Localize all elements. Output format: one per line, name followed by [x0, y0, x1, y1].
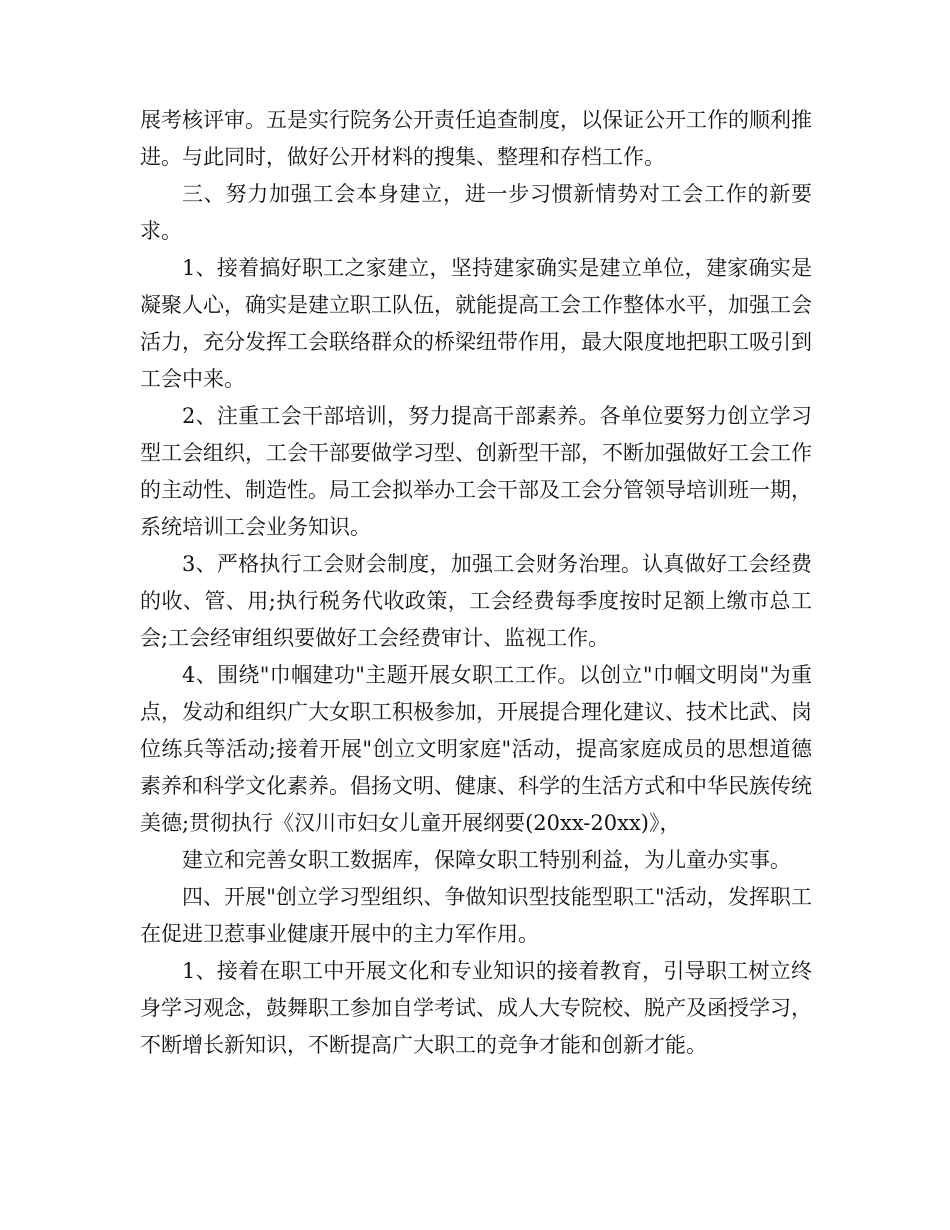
paragraph-item-3-finance: 3、严格执行工会财会制度，加强工会财务治理。认真做好工会经费的收、管、用;执行税务代收政策，工会经费每季度按时足额上缴市总工会;工会经审组织要做好工会经费审计、监视工作。	[140, 552, 812, 650]
paragraph-section-three-heading: 三、努力加强工会本身建立，进一步习惯新情势对工会工作的新要求。	[140, 182, 812, 243]
paragraph-section-four-heading: 四、开展"创立学习型组织、争做知识型技能型职工"活动，发挥职工在促进卫惹事业健康开展中的主力军作用。	[140, 885, 812, 946]
paragraph-item-1-continuing-education: 1、接着在职工中开展文化和专业知识的接着教育，引导职工树立终身学习观念，鼓舞职工参加自学考试、成人大专院校、脱产及函授学习，不断增长新知识，不断提高广大职工的竞争才能和创新才能。	[140, 959, 812, 1057]
paragraph-item-1-workers-home: 1、接着搞好职工之家建立，坚持建家确实是建立单位，建家确实是凝聚人心，确实是建立职工队伍，就能提高工会工作整体水平，加强工会活力，充分发挥工会联络群众的桥梁纽带作用，最大限度地把职工吸引到工会中来。	[140, 256, 812, 391]
paragraph-item-4-women-workers: 4、围绕"巾帼建功"主题开展女职工工作。以创立"巾帼文明岗"为重点，发动和组织广大女职工积极参加，开展提合理化建议、技术比武、岗位练兵等活动;接着开展"创立文明家庭"活动，提高家庭成员的思想道德素养和科学文化素养。倡扬文明、健康、科学的生活方式和中华民族传统美德;贯彻执行《汉川市妇女儿童开展纲要(20xx-20xx)》，	[140, 663, 812, 835]
document-body	[140, 102, 812, 1064]
paragraph-continuation: 展考核评审。五是实行院务公开责任追查制度，以保证公开工作的顺利推进。与此同时，做好公开材料的搜集、整理和存档工作。	[140, 108, 812, 169]
paragraph-women-database: 建立和完善女职工数据库，保障女职工特别利益，为儿童办实事。	[182, 848, 791, 872]
paragraph-item-2-cadre-training: 2、注重工会干部培训，努力提高干部素养。各单位要努力创立学习型工会组织，工会干部要做学习型、创新型干部，不断加强做好工会工作的主动性、制造性。局工会拟举办工会干部及工会分管领导培训班一期，系统培训工会业务知识。	[140, 404, 812, 539]
